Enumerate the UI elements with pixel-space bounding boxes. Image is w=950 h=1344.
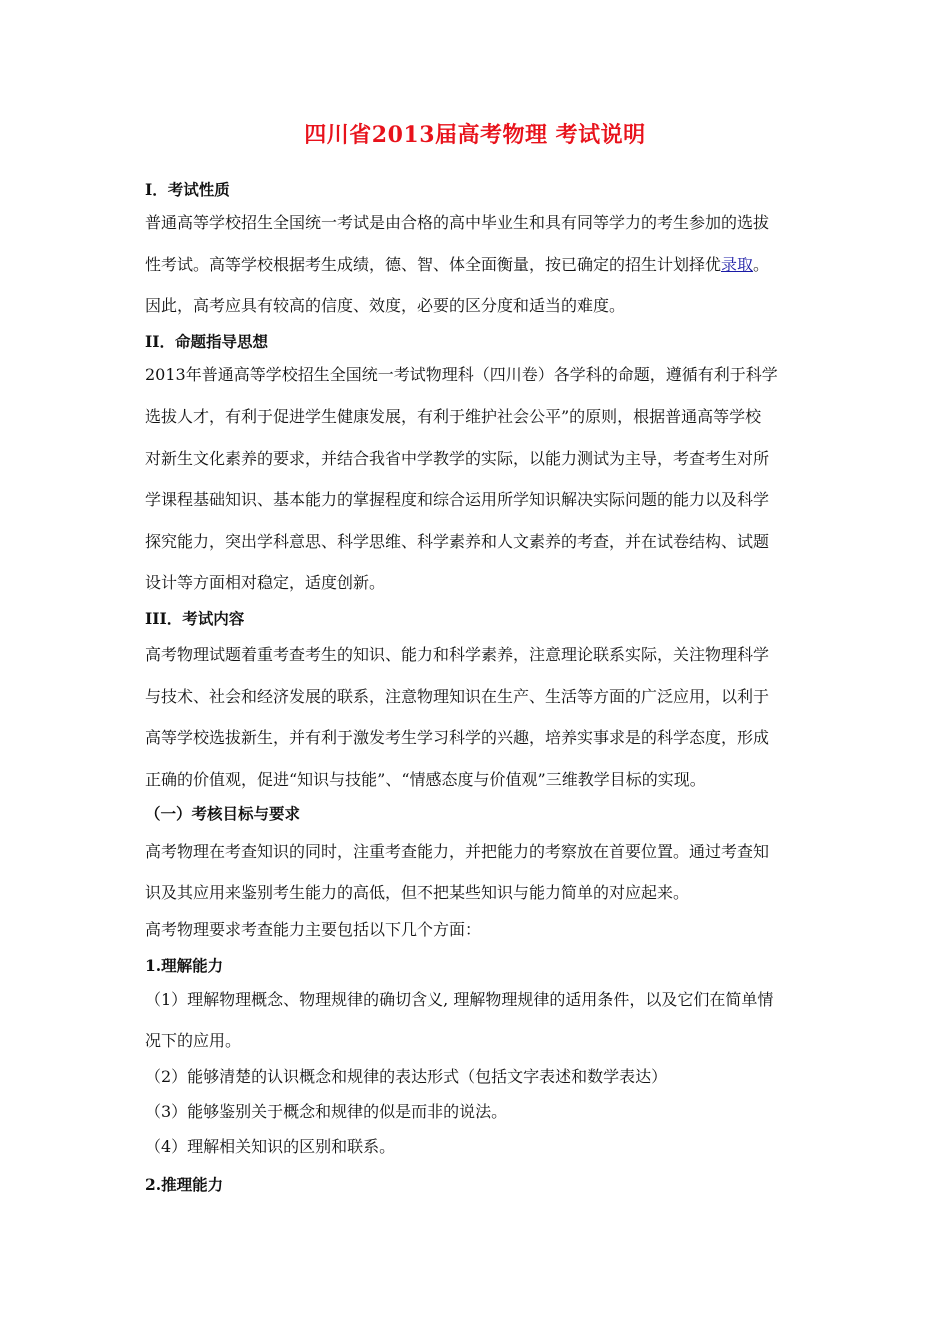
paragraph-line: 2013年普通高等学校招生全国统一考试物理科（四川卷）各学科的命题，遵循有利于科学	[145, 365, 778, 384]
document-title: 四川省2013届高考物理 考试说明	[304, 122, 646, 148]
paragraph-line: 因此，高考应具有较高的信度、效度，必要的区分度和适当的难度。	[145, 296, 626, 315]
ability-heading-understanding: 1.理解能力	[145, 956, 224, 975]
ability-heading-reasoning: 2.推理能力	[145, 1175, 224, 1194]
paragraph-line: 高考物理试题着重考查考生的知识、能力和科学素养，注意理论联系实际，关注物理科学	[145, 645, 770, 664]
paragraph-line	[145, 253, 810, 277]
paragraph-line: 高等学校选拔新生，并有利于激发考生学习科学的兴趣，培养实事求是的科学态度，形成	[145, 728, 770, 747]
paragraph-line: 学课程基础知识、基本能力的掌握程度和综合运用所学知识解决实际问题的能力以及科学	[145, 490, 770, 509]
list-item: （4）理解相关知识的区别和联系。	[145, 1137, 396, 1156]
paragraph-line: 识及其应用来鉴别考生能力的高低，但不把某些知识与能力简单的对应起来。	[145, 883, 690, 902]
section-heading-exam-nature: I．考试性质	[145, 180, 230, 199]
subsection-heading-goals: （一）考核目标与要求	[145, 804, 301, 823]
section-heading-exam-content: III．考试内容	[145, 609, 245, 628]
admission-link[interactable]: 录取	[721, 255, 754, 274]
paragraph-line: 设计等方面相对稳定，适度创新。	[145, 573, 386, 592]
list-item-line: （1）理解物理概念、物理规律的确切含义, 理解物理规律的适用条件，以及它们在简单情	[145, 990, 774, 1009]
section-heading-guiding-thought: II．命题指导思想	[145, 332, 269, 351]
paragraph-line: 普通高等学校招生全国统一考试是由合格的高中毕业生和具有同等学力的考生参加的选拔	[145, 213, 770, 232]
paragraph-line: 高考物理在考查知识的同时，注重考查能力，并把能力的考察放在首要位置。通过考查知	[145, 842, 770, 861]
paragraph-text: 。	[753, 255, 770, 274]
paragraph-line: 与技术、社会和经济发展的联系，注意物理知识在生产、生活等方面的广泛应用，以利于	[145, 687, 770, 706]
paragraph-line: 对新生文化素养的要求，并结合我省中学教学的实际，以能力测试为主导，考查考生对所	[145, 449, 770, 468]
paragraph-line: 探究能力，突出学科意思、科学思维、科学素养和人文素养的考查，并在试卷结构、试题	[145, 532, 770, 551]
paragraph-line: 高考物理要求考查能力主要包括以下几个方面：	[145, 920, 482, 939]
paragraph-line: 正确的价值观，促进“知识与技能”、“情感态度与价值观”三维教学目标的实现。	[145, 770, 706, 789]
paragraph-line: 选拔人才，有利于促进学生健康发展，有利于维护社会公平”的原则，根据普通高等学校	[145, 407, 762, 426]
list-item-line: 况下的应用。	[145, 1031, 242, 1050]
list-item: （3）能够鉴别关于概念和规律的似是而非的说法。	[145, 1102, 508, 1121]
paragraph-text: 性考试。高等学校根据考生成绩，德、智、体全面衡量，按已确定的招生计划择优	[145, 255, 722, 274]
list-item: （2）能够清楚的认识概念和规律的表达形式（包括文字表述和数学表达）	[145, 1067, 668, 1086]
